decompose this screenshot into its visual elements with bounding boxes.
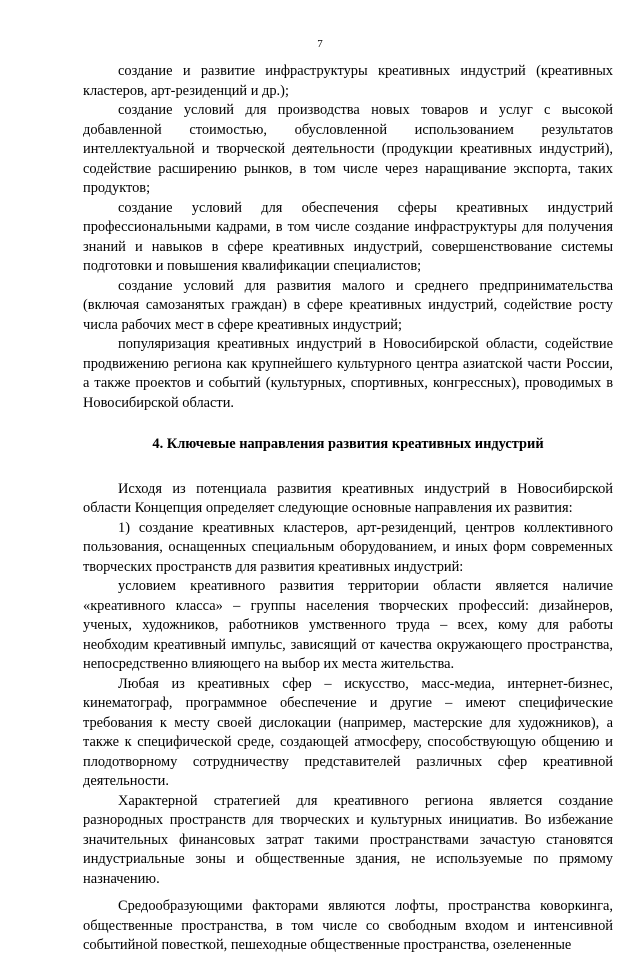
paragraph: Средообразующими факторами являются лофты, пространства коворкинга, общественные пространства, в том числе со свободным входом и интенсивной событийной повесткой, пешеходные общественные пространства, озелененные bbox=[83, 898, 613, 953]
page-content bbox=[83, 62, 613, 956]
list-item: создание условий для развития малого и среднего предпринимательства (включая самозанятых граждан) в сфере креативных индустрий, содействие росту числа рабочих мест в сфере креативных индустрий; bbox=[83, 277, 613, 333]
paragraph: Любая из креативных сфер – искусство, масс-медиа, интернет-бизнес, кинематограф, программное обеспечение и другие – имеют специфические требования к месту своей дислокации (например, мастерские для художников), а также к специфической среде, создающей атмосферу, способствующую общению и плодотворному сотрудничеству представителей различных сфер креативной деятельности. bbox=[83, 675, 613, 789]
paragraph: Исходя из потенциала развития креативных индустрий в Новосибирской области Концепция определяет следующие основные направления их развития: bbox=[83, 480, 613, 516]
list-item: создание условий для обеспечения сферы креативных индустрий профессиональными кадрами, в том числе создание инфраструктуры для получения знаний и навыков в сфере креативных индустрий, совершенствование системы подготовки и повышения квалификации специалистов; bbox=[83, 199, 613, 274]
list-item: создание и развитие инфраструктуры креативных индустрий (креативных кластеров, арт-резиденций и др.); bbox=[83, 63, 613, 99]
list-item: популяризация креативных индустрий в Новосибирской области, содействие продвижению региона как крупнейшего культурного центра азиатской части России, а также проектов и событий (культурных, спортивных, конгрессных), проводимых в Новосибирской области. bbox=[83, 336, 613, 411]
paragraph: условием креативного развития территории области является наличие «креативного класса» – группы населения творческих профессий: дизайнеров, ученых, художников, работников умственного труда – всех, кому для работы необходим креативный импульс, зависящий от качества окружающего пространства, непосредственно влияющего на выбор их места жительства. bbox=[83, 578, 613, 672]
section-heading: 4. Ключевые направления развития креативных индустрий bbox=[152, 436, 544, 452]
paragraph: Характерной стратегией для креативного региона является создание разнородных пространств для творческих и культурных инициатив. Во избежание значительных финансовых затрат такими пространствами зачастую становятся индустриальные зоны и общественные здания, не используемые по прямому назначению. bbox=[83, 792, 613, 887]
page-number: 7 bbox=[317, 38, 323, 50]
paragraph: 1) создание креативных кластеров, арт-резиденций, центров коллективного пользования, оснащенных специальным оборудованием, и иных форм современных творческих пространств для развития креативных индустрий: bbox=[83, 519, 613, 575]
list-item: создание условий для производства новых товаров и услуг с высокой добавленной стоимостью, обусловленной использованием результатов интеллектуальной и творческой деятельности (продукции креативных индустрий), содействие расширению рынков, в том числе через наращивание экспорта, таких продуктов; bbox=[83, 102, 613, 196]
